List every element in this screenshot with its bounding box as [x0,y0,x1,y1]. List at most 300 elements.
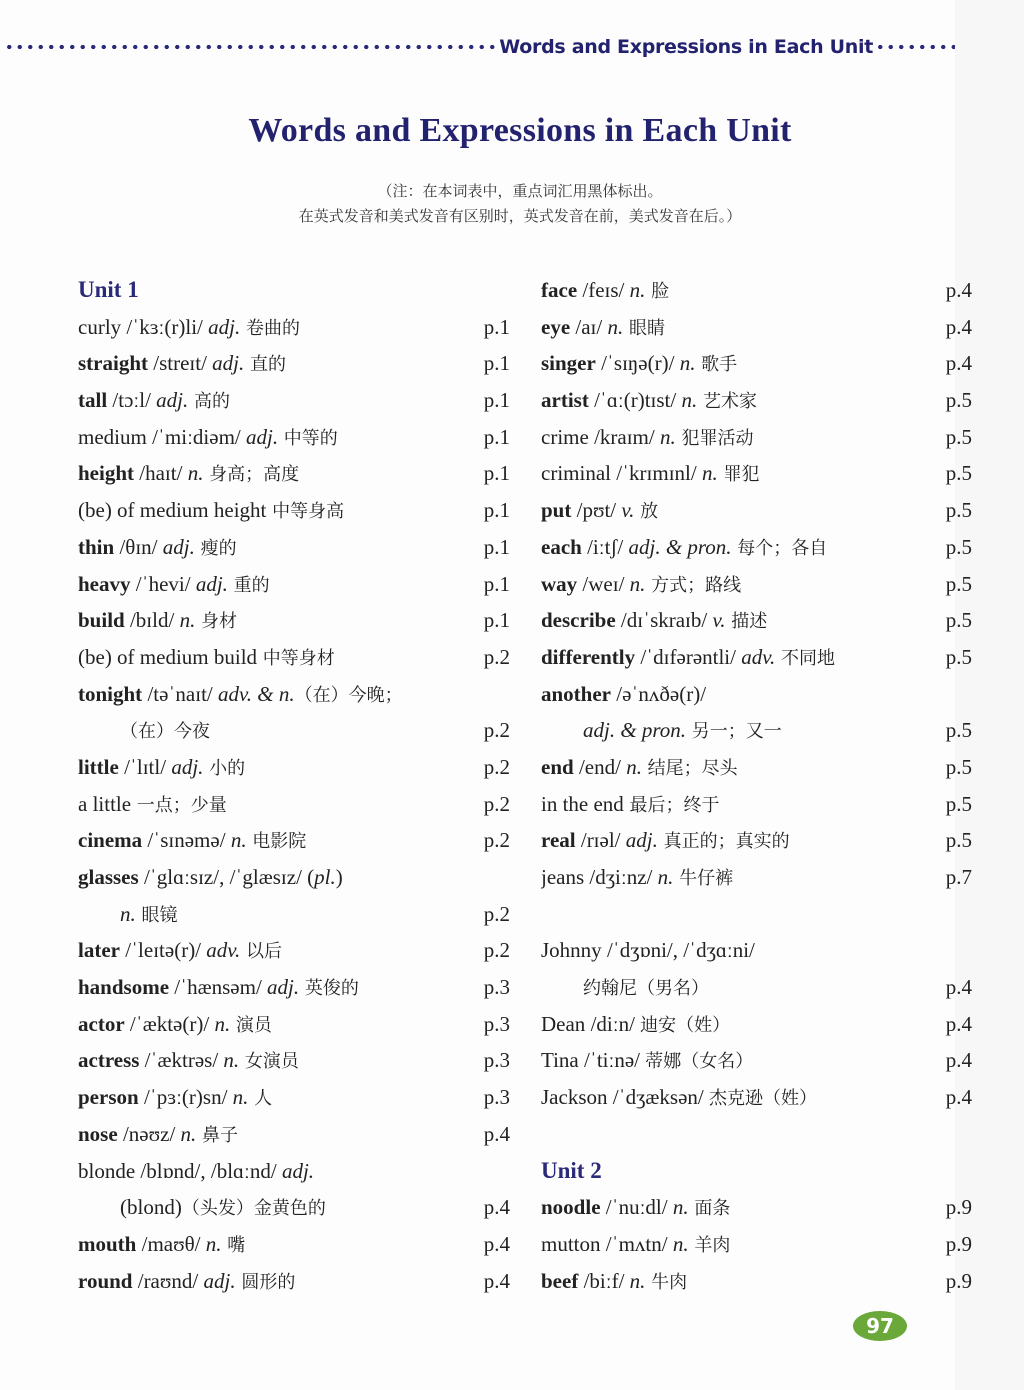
page-reference: p.4 [945,975,972,1000]
page-reference: p.1 [483,571,510,596]
headword-key: tall [78,388,108,413]
chinese-meaning: 一点；少量 [131,794,227,816]
page-reference: p.9 [945,1268,972,1293]
chinese-meaning: 英俊的 [299,978,359,1000]
chinese-meaning: 真正的；真实的 [657,831,790,853]
entry-segment: /ˈmiːdiəm/ [146,424,246,449]
entry-text [541,749,738,787]
vocab-entry [541,529,972,566]
page-reference: p.2 [483,901,510,926]
entry-text [78,1042,299,1080]
page-reference: p.4 [945,1085,972,1110]
headword-key: artist [541,388,589,413]
part-of-speech: n. [180,1121,197,1146]
chinese-meaning: 卷曲的 [240,317,300,339]
entry-list [78,309,510,1300]
chinese-meaning: 杰克逊（姓） [708,1088,817,1110]
entry-text [541,455,759,493]
part-of-speech: pl. [314,865,336,889]
proper-names-list [541,932,972,1115]
vocab-entry [541,676,972,713]
part-of-speech: adv. [206,938,241,963]
part-of-speech: n. [672,1231,689,1256]
vocab-entry [541,272,972,309]
entry-text [78,345,286,383]
headword-key: put [541,498,572,523]
entry-segment: /bɪld/ [124,608,180,633]
page-reference: p.1 [483,534,510,559]
vocab-entry [78,1226,510,1263]
part-of-speech: adj. & pron. [583,718,687,743]
vocab-entry [541,309,972,346]
entry-segment: /ˈhevi/ [130,571,196,596]
vocab-entry [541,749,972,786]
vocab-entry [541,345,972,382]
page-reference: p.7 [945,865,972,889]
entry-segment: ) [335,865,343,889]
part-of-speech: adj. [212,351,245,376]
entry-text [541,529,827,567]
entry-text [78,1263,295,1301]
page-reference: p.3 [483,1011,510,1036]
chinese-meaning: 直的 [244,354,286,376]
entry-segment: jeans [541,865,585,889]
vocab-entry [78,309,510,346]
entry-text [541,1226,730,1264]
unit-heading: Unit 2 [541,1157,602,1183]
part-of-speech: adj. [171,754,204,779]
spacer [541,896,972,933]
entry-segment: /ˈdɪfərəntli/ [635,644,742,669]
chinese-meaning: 面条 [688,1198,731,1220]
part-of-speech: n. [629,571,646,596]
vocab-entry [78,382,510,419]
dot-leader [4,44,497,50]
chinese-meaning: 鼻子 [196,1124,239,1146]
entry-text [541,969,709,1007]
headword-key: actor [78,1011,125,1036]
vocab-entry [78,492,510,529]
entry-text [78,382,230,420]
headword-key: thin [78,534,115,559]
chinese-meaning: 圆形的 [235,1271,296,1293]
entry-segment: /streɪt/ [148,351,213,376]
entry-text [541,932,755,968]
entry-text [541,272,669,310]
chinese-meaning: （在）今夜 [120,721,210,743]
entry-segment: /ˈdʒæksən/ [607,1085,709,1110]
part-of-speech: adj. [156,388,189,413]
entry-text [78,1079,272,1117]
chinese-meaning: 罪犯 [717,464,760,486]
part-of-speech: adj. [162,534,195,559]
entry-segment: /ˈlɪtl/ [118,754,172,779]
entry-text [541,492,658,530]
page-reference: p.5 [945,461,972,486]
page-title: Words and Expressions in Each Unit [248,112,792,149]
entry-segment: /ˈæktrəs/ [139,1048,224,1073]
part-of-speech: v. [621,498,635,523]
entry-segment: /ˈtiːnə/ [578,1048,646,1073]
page-reference: p.4 [483,1195,510,1220]
note-line-2: 在英式发音和美式发音有区别时，英式发音在前，美式发音在后。） [298,209,742,225]
vocab-entry [78,786,510,823]
page-reference: p.4 [945,1011,972,1036]
vocab-entry [78,1263,510,1300]
part-of-speech: adv. [741,644,776,669]
entry-list [541,272,972,896]
part-of-speech: adj. [208,314,241,339]
page-reference: p.3 [483,1085,510,1110]
part-of-speech: n. [626,754,642,779]
chinese-meaning: 牛肉 [645,1271,688,1293]
chinese-meaning: 人 [248,1088,273,1110]
headword-key: beef [541,1268,579,1293]
entry-segment: /ˈɑː(r)tɪst/ [588,388,682,413]
spacer [541,1116,972,1153]
chinese-meaning: 艺术家 [697,391,757,413]
entry-text [541,1006,730,1044]
page-reference: p.4 [483,1121,510,1146]
entry-segment: (be) of medium height [78,498,267,523]
chinese-meaning: 蒂娜（女名） [645,1051,754,1073]
headword-key: real [541,828,576,853]
entry-segment: /aɪ/ [570,314,608,339]
entry-continuation [78,896,510,933]
headword-key: differently [541,644,636,669]
headword-key: nose [78,1121,118,1146]
entry-segment: curly [78,314,122,339]
part-of-speech: n. [179,608,196,633]
page-reference: p.1 [483,351,510,376]
entry-segment: Jackson [541,1085,608,1110]
vocab-entry [78,639,510,676]
vocab-entry [78,529,510,566]
part-of-speech: adj. & pron. [628,534,732,559]
entry-text [541,419,753,457]
entry-segment: /kraɪm/ [588,424,660,449]
entry-segment: /ˈdʒɒni/, /ˈdʒɑːni/ [601,938,755,963]
entry-text [78,1116,238,1154]
page-reference: p.1 [483,461,510,486]
headword-key: heavy [78,571,131,596]
page-reference: p.1 [483,388,510,413]
chinese-meaning: （在）今晚； [294,684,403,706]
entry-text [78,969,359,1007]
entry-segment: medium [78,424,147,449]
entry-text [78,1189,326,1227]
entry-text [78,419,338,457]
chinese-meaning: 以后 [240,941,283,963]
entry-continuation [541,712,972,749]
entry-segment: /iːtʃ/ [581,534,629,559]
chinese-meaning: 脸 [645,281,670,302]
vocab-entry [541,822,972,859]
running-header-title: Words and Expressions in Each Unit [499,36,873,58]
headword-key: tonight [78,681,143,706]
vocab-entry [541,382,972,419]
right-column [541,272,972,1299]
chinese-meaning: 结尾；尽头 [641,757,738,779]
part-of-speech: n. [223,1048,240,1073]
entry-segment: /ˈnuːdl/ [600,1195,673,1220]
entry-segment: /haɪt/ [134,461,188,486]
headword-key: way [541,571,578,596]
chinese-meaning: 不同地 [775,647,835,669]
vocab-entry [541,492,972,529]
entry-text [78,602,237,640]
part-of-speech: n. [187,461,204,486]
vocab-entry [78,1116,510,1153]
chinese-meaning: 牛仔裤 [673,868,734,889]
page-reference: p.2 [483,754,510,779]
page-reference: p.5 [945,644,972,669]
entry-segment: /ˈmʌtn/ [600,1231,673,1256]
headword-key: actress [78,1048,140,1073]
entry-text [541,676,706,712]
headword-key: singer [541,351,596,376]
entry-text [541,1189,730,1227]
entry-continuation [78,1189,510,1226]
page-reference: p.4 [945,351,972,376]
entry-segment: /pʊt/ [571,498,622,523]
entry-list [541,1189,972,1299]
entry-text [78,859,343,895]
page-reference: p.5 [945,718,972,743]
entry-segment: /ˈkrɪmɪnl/ [610,461,702,486]
chinese-meaning: 眼睛 [623,317,665,339]
entry-text [78,786,227,824]
entry-segment: /ˈglɑːsɪz/, /ˈglæsɪz/ ( [138,865,315,889]
entry-segment: /ˈsɪŋə(r)/ [595,351,680,376]
part-of-speech: adj. [625,828,658,853]
page-reference: p.2 [483,791,510,816]
entry-segment: Tina [541,1048,579,1073]
part-of-speech: n. [681,388,698,413]
entry-segment: /ˈæktə(r)/ [124,1011,215,1036]
entry-segment: Johnny [541,938,602,963]
vocab-entry [78,566,510,603]
headword-key: another [541,681,611,706]
entry-segment: /ˈhænsəm/ [169,975,268,1000]
left-column [78,272,510,1299]
entry-text [78,566,270,604]
entry-segment: /dɪˈskraɪb/ [615,608,713,633]
chinese-meaning: 犯罪活动 [675,427,754,449]
entry-segment: /end/ [573,754,627,779]
entry-text [541,602,767,640]
part-of-speech: n. [607,314,624,339]
part-of-speech: adj. [195,571,228,596]
vocab-entry [541,786,972,823]
entry-segment: mutton [541,1231,601,1256]
page-reference: p.5 [945,754,972,779]
headword-key: build [78,608,125,633]
vocab-entry [541,1189,972,1226]
entry-segment: /feɪs/ [577,278,630,302]
unit-heading: Unit 1 [78,277,139,302]
chinese-meaning: 瘦的 [194,537,237,559]
headword-key: person [78,1085,139,1110]
entry-text [78,492,344,530]
chinese-meaning: 身高；高度 [203,464,300,486]
entry-text [541,822,790,860]
headword-key: handsome [78,975,170,1000]
vocab-entry [541,932,972,969]
entry-segment: /tɔːl/ [107,388,157,413]
entry-segment: /ˈleɪtə(r)/ [119,938,207,963]
entry-text [78,309,300,347]
entry-text [541,345,737,383]
entry-text [541,639,835,677]
page-reference: p.5 [945,791,972,816]
chinese-meaning: 演员 [230,1014,272,1036]
entry-segment: /rɪəl/ [575,828,626,853]
entry-text [541,1079,817,1117]
headword-key: height [78,461,135,486]
chinese-meaning: 另一；又一 [686,721,782,743]
entry-text [541,1263,687,1301]
entry-text [78,455,299,493]
page-reference: p.2 [483,644,510,669]
part-of-speech: n. [672,1195,689,1220]
chinese-meaning: 女演员 [239,1051,299,1073]
part-of-speech: n. [659,424,676,449]
chinese-meaning: 高的 [188,391,230,413]
entry-segment: /ˈkɜː(r)li/ [121,314,209,339]
chinese-meaning: 每个；各自 [731,537,828,559]
part-of-speech: n. [214,1011,231,1036]
part-of-speech: adj. [203,1268,236,1293]
part-of-speech: n. [205,1231,222,1256]
chinese-meaning: 嘴 [221,1234,246,1256]
entry-text [78,639,335,677]
part-of-speech: n. [679,351,696,376]
entry-text [541,1042,753,1080]
entry-text [78,749,245,787]
chinese-meaning: 描述 [725,611,768,633]
page-reference: p.5 [945,534,972,559]
entry-segment: /təˈnaɪt/ [142,681,218,706]
headword-key: noodle [541,1195,601,1220]
page-number-badge: 97 [853,1311,907,1341]
part-of-speech: v. [712,608,726,633]
headword-key: mouth [78,1231,137,1256]
page-reference: p.5 [945,828,972,853]
entry-text [541,859,733,897]
headword-key: straight [78,351,148,376]
vocab-entry [541,1263,972,1300]
chinese-meaning: 羊肉 [688,1234,731,1256]
entry-text [541,786,720,824]
page-reference: p.9 [945,1231,972,1256]
chinese-meaning: 眼镜 [135,904,178,926]
vocab-entry [78,419,510,456]
entry-text [541,382,757,420]
headword-key: later [78,938,120,963]
chinese-meaning: 最后；终于 [623,794,720,816]
chinese-meaning: 电影院 [246,831,307,853]
page-reference: p.1 [483,424,510,449]
vocab-entry [541,639,972,676]
entry-segment: /əˈnʌðə(r)/ [611,681,707,706]
chinese-meaning: （头发）金黄色的 [181,1198,326,1220]
entry-segment: blonde [78,1158,136,1183]
chinese-meaning: 身材 [195,611,238,633]
chinese-meaning: 小的 [203,757,246,779]
vocab-entry [78,676,510,713]
part-of-speech: adv. & n. [218,681,295,706]
chinese-meaning: 方式；路线 [645,574,742,596]
vocab-entry [78,1153,510,1190]
entry-text [78,1153,314,1189]
page-reference: p.1 [483,608,510,633]
headword-key: face [541,278,578,302]
vocab-entry [541,1079,972,1116]
dot-leader [875,44,955,50]
entry-text [541,309,665,347]
headword-key: each [541,534,582,559]
headword-key: cinema [78,828,143,853]
vocab-entry [541,602,972,639]
entry-segment: /weɪ/ [577,571,630,596]
page-reference: p.5 [945,388,972,413]
entry-text [541,566,741,604]
page-reference: p.4 [483,1231,510,1256]
vocab-entry [78,345,510,382]
chinese-meaning: 中等的 [278,427,338,449]
entry-segment: /nəʊz/ [117,1121,181,1146]
vocab-entry [78,1042,510,1079]
entry-segment: (blond) [120,1195,182,1220]
vocab-entry [541,1226,972,1263]
page-reference: p.3 [483,1048,510,1073]
vocab-entry [78,602,510,639]
part-of-speech: n. [701,461,718,486]
entry-segment: /raʊnd/ [132,1268,204,1293]
note-line-1: （注：在本词表中，重点词汇用黑体标出。 [377,184,663,200]
chinese-meaning: 迪安（姓） [640,1014,731,1036]
vocab-entry [78,1006,510,1043]
entry-text [78,676,403,714]
page-reference: p.4 [945,278,972,302]
vocab-entry [541,859,972,896]
entry-segment: /blɒnd/, /blɑːnd/ [135,1158,282,1183]
chinese-meaning: 放 [634,501,659,523]
entry-segment: /biːf/ [578,1268,630,1293]
headword-key: round [78,1268,133,1293]
part-of-speech: n. [657,865,674,889]
chinese-meaning: 中等身材 [257,647,335,669]
entry-text [78,822,306,860]
page-reference: p.2 [483,718,510,743]
vocab-entry [78,1079,510,1116]
part-of-speech: n. [120,901,136,926]
entry-text [78,896,177,934]
part-of-speech: n. [230,828,247,853]
entry-segment: /ˈpɜː(r)sn/ [138,1085,233,1110]
page-reference: p.9 [945,1195,972,1220]
page-reference: p.5 [945,571,972,596]
part-of-speech: n. [629,278,646,302]
entry-continuation [78,712,510,749]
entry-text [78,529,237,567]
part-of-speech: adj. [245,424,279,449]
part-of-speech: adj. [281,1158,315,1183]
entry-segment: /dʒiːnz/ [584,865,658,889]
vocab-entry [78,822,510,859]
vocab-entry [78,749,510,786]
